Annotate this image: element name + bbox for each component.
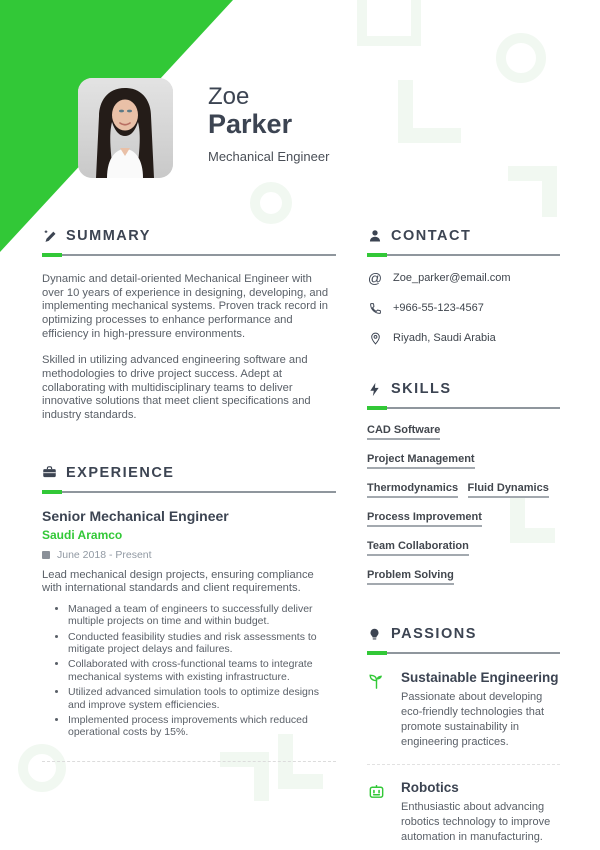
lightbulb-icon <box>367 627 382 642</box>
skill-item: CAD Software <box>367 424 440 440</box>
skills-section-header <box>367 379 560 399</box>
skills-title: SKILLS <box>391 381 452 397</box>
experience-company: Saudi Aramco <box>42 527 123 542</box>
skill-item: Project Management <box>367 453 475 469</box>
section-underline <box>367 651 560 655</box>
contact-email: Zoe_parker@email.com <box>393 272 511 284</box>
skill-item: Team Collaboration <box>367 540 469 556</box>
passion-content <box>401 780 560 845</box>
contact-location: Riyadh, Saudi Arabia <box>393 332 496 344</box>
contact-section-header <box>367 226 560 246</box>
at-icon <box>367 270 383 286</box>
skill-item: Process Improvement <box>367 511 482 527</box>
experience-bullet: • Utilized advanced simulation tools to optimize designs and improve system efficiencies. <box>68 686 336 711</box>
background-corner-shape <box>398 80 461 143</box>
experience-bullet-list <box>42 603 336 739</box>
skill-item: Thermodynamics <box>367 482 458 498</box>
skill-item: Problem Solving <box>367 569 454 585</box>
summary-paragraph: Skilled in utilizing advanced engineering software and methodologies to drive project success. Adept at collaborating with multidisciplinary teams to deliver innovative solutions that meet client specifications and industry standards. <box>42 354 311 421</box>
experience-summary: Lead mechanical design projects, ensuring compliance with international standards and client requirements. <box>42 568 314 595</box>
lightning-icon <box>367 382 382 397</box>
experience-section <box>42 463 336 762</box>
section-underline <box>42 490 336 494</box>
contact-email-row <box>367 270 560 286</box>
section-underline <box>367 253 560 257</box>
contact-phone-row <box>367 300 560 316</box>
background-corner-shape <box>508 166 557 217</box>
passion-description: Passionate about developing eco-friendly technologies that promote sustainability in engineering practices. <box>401 691 545 748</box>
robot-icon <box>367 780 387 845</box>
calendar-icon <box>42 551 50 559</box>
experience-bullet: • Collaborated with cross-functional teams to integrate mechanical systems with existing infrastructure. <box>68 658 336 683</box>
passion-title: Sustainable Engineering <box>401 670 559 685</box>
passion-content <box>401 670 560 749</box>
contact-location-row <box>367 330 560 346</box>
contact-title: CONTACT <box>391 228 472 244</box>
passions-title: PASSIONS <box>391 626 477 642</box>
contact-phone: +966-55-123-4567 <box>393 302 484 314</box>
at-glyph: @ <box>367 270 383 286</box>
section-divider <box>42 761 336 762</box>
experience-date-range: June 2018 - Present <box>57 548 152 561</box>
experience-bullet: • Conducted feasibility studies and risk assessments to mitigate project delays and failures. <box>68 631 336 656</box>
background-square-shape <box>357 0 421 46</box>
contact-list <box>367 270 560 346</box>
first-name: Zoe <box>208 83 250 110</box>
summary-title: SUMMARY <box>66 228 151 244</box>
experience-title: EXPERIENCE <box>66 464 175 481</box>
seedling-icon <box>367 670 387 749</box>
briefcase-icon <box>42 465 57 480</box>
pen-icon <box>42 229 57 244</box>
left-column <box>42 226 336 762</box>
experience-section-header <box>42 463 336 483</box>
person-icon <box>367 229 382 244</box>
section-underline <box>367 406 560 410</box>
experience-bullet: • Managed a team of engineers to successfully deliver multiple projects on time and within budget. <box>68 603 336 628</box>
summary-section-header <box>42 226 336 246</box>
last-name: Parker <box>208 109 293 140</box>
profile-photo <box>78 78 173 178</box>
passion-item <box>367 670 560 749</box>
job-title: Mechanical Engineer <box>208 149 330 165</box>
passion-title: Robotics <box>401 780 459 796</box>
passion-item <box>367 780 560 845</box>
location-pin-icon <box>367 332 383 345</box>
summary-paragraph: Dynamic and detail-oriented Mechanical Engineer with over 10 years of experience in designing, developing, and implementing mechanical systems. Proven track record in optimizing processes to enhance performance and efficiency in high-pressure environments. <box>42 273 329 340</box>
profile-photo-illustration <box>78 78 173 178</box>
skill-item: Fluid Dynamics <box>468 482 549 498</box>
skill-list <box>367 420 560 594</box>
experience-entry <box>42 508 336 739</box>
experience-job-title: Senior Mechanical Engineer <box>42 507 229 524</box>
passions-section <box>367 624 560 845</box>
background-circle-shape <box>250 182 292 224</box>
passion-description: Enthusiastic about advancing robotics technology to improve automation in manufacturing. <box>401 801 551 844</box>
skills-section <box>367 379 560 594</box>
header-name-block <box>208 84 329 164</box>
right-column <box>367 226 560 845</box>
section-underline <box>42 253 336 257</box>
experience-bullet: • Implemented process improvements which reduced operational costs by 15%. <box>68 714 336 739</box>
phone-icon <box>367 302 383 315</box>
passion-divider <box>367 764 560 765</box>
passions-section-header <box>367 624 560 644</box>
experience-date-row <box>42 549 336 561</box>
background-circle-shape <box>496 33 546 83</box>
